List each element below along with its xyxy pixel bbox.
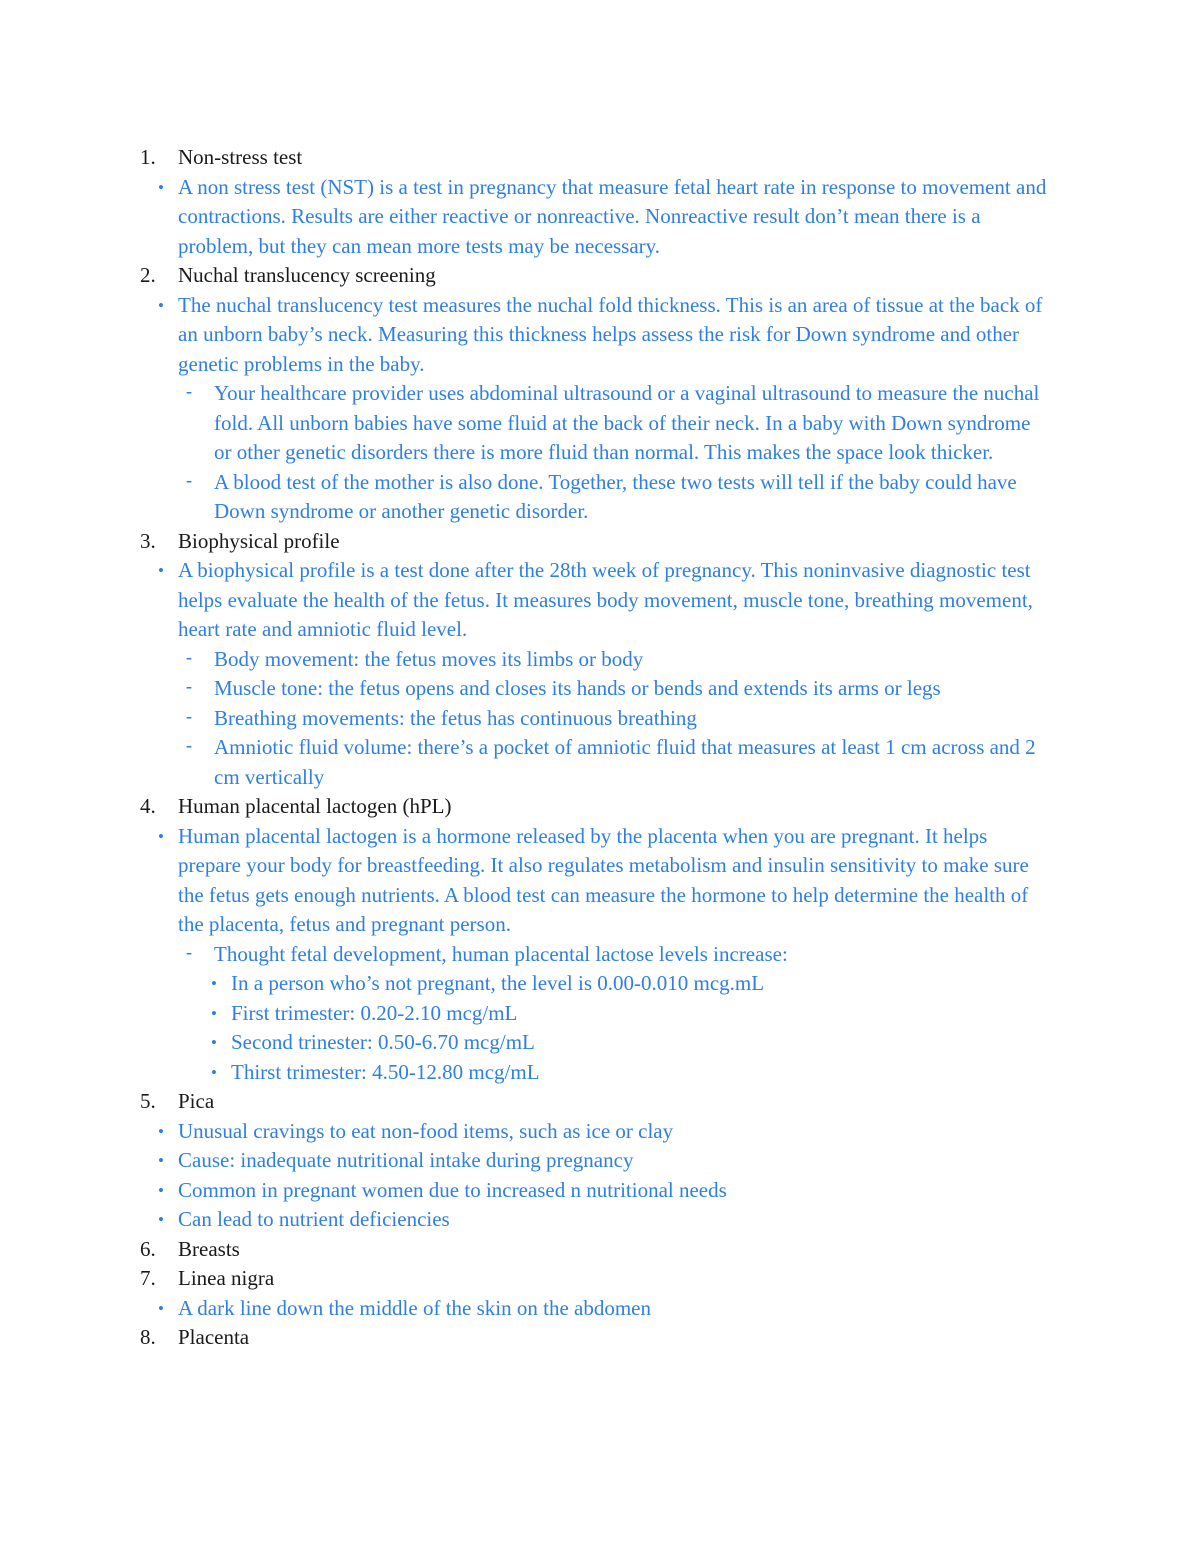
dash-item: [0, 645, 1044, 675]
bullet-dot-icon: •: [211, 1033, 217, 1052]
bullet-dot-icon: •: [158, 561, 164, 580]
bullet-dot-icon: •: [211, 1003, 217, 1023]
bullet-item: [0, 291, 1048, 380]
bullet-dot-icon: •: [158, 1298, 164, 1318]
document-page: [0, 143, 1200, 1353]
dash-icon: -: [186, 705, 192, 726]
section-number: 1.: [140, 145, 156, 169]
section-title: Placenta: [178, 1325, 250, 1349]
bullet-item: [0, 1294, 1048, 1324]
bullet-text: Cause: inadequate nutritional intake during pregnancy: [178, 1148, 634, 1172]
section-number: 5.: [140, 1089, 156, 1113]
section-heading: [0, 1235, 1200, 1265]
dash-text: Amniotic fluid volume: there’s a pocket of amniotic fluid that measures at least 1 cm across and 2 cm vertically: [214, 735, 1036, 789]
bullet-dot-icon: •: [158, 1180, 164, 1200]
bullet-dot-icon: •: [158, 1151, 164, 1170]
dash-text: Your healthcare provider uses abdominal ultrasound or a vaginal ultrasound to measure the nuchal fold. All unborn babies have some fluid at the back of their neck. In a baby with Down syndrome or other genetic disorders there is more fluid than normal. This makes the space look thicker.: [214, 381, 1040, 464]
section-title: Pica: [178, 1089, 215, 1113]
dash-text: A blood test of the mother is also done. Together, these two tests will tell if the baby could have Down syndrome or another genetic disorder.: [214, 469, 1017, 523]
section-heading: [0, 143, 1200, 173]
sub-bullet-text: In a person who’s not pregnant, the level is 0.00-0.010 mcg.mL: [231, 971, 765, 995]
bullet-dot-icon: •: [158, 826, 164, 846]
bullet-item: [0, 1117, 1048, 1147]
bullet-item: [0, 173, 1048, 262]
bullet-dot-icon: •: [158, 1121, 164, 1141]
section-number: 3.: [140, 528, 156, 553]
section-title: Human placental lactogen (hPL): [178, 794, 452, 818]
dash-text: Muscle tone: the fetus opens and closes its hands or bends and extends its arms or legs: [214, 676, 941, 700]
section-title: Biophysical profile: [178, 528, 340, 553]
dash-text: Thought fetal development, human placental lactose levels increase:: [214, 941, 788, 966]
bullet-item: [0, 1205, 1048, 1235]
section-number: 8.: [140, 1325, 156, 1349]
sub-bullet-text: First trimester: 0.20-2.10 mcg/mL: [231, 1000, 518, 1025]
section-number: 2.: [140, 263, 156, 287]
dash-text: Breathing movements: the fetus has continuous breathing: [214, 705, 697, 730]
dash-item: [0, 940, 1044, 970]
dash-text: Body movement: the fetus moves its limbs or body: [214, 646, 644, 671]
dash-item: [0, 704, 1044, 734]
bullet-text: Human placental lactogen is a hormone released by the placenta when you are pregnant. It helps prepare your body for breastfeeding. It also regulates metabolism and insulin sensitivity to make sure the fetus gets enough nutrients. A blood test can measure the hormone to help determine the health of the placenta, fetus and pregnant person.: [178, 823, 1029, 936]
section-heading: [0, 527, 1200, 557]
bullet-text: Common in pregnant women due to increased n nutritional needs: [178, 1177, 727, 1202]
section-heading: [0, 261, 1200, 291]
bullet-item: [0, 1146, 1048, 1176]
bullet-text: A biophysical profile is a test done after the 28th week of pregnancy. This noninvasive diagnostic test helps evaluate the health of the fetus. It measures body movement, muscle tone, breathing movement, heart rate and amniotic fluid level.: [178, 558, 1033, 641]
section-title: Non-stress test: [178, 145, 303, 169]
sub-bullet-item: [0, 969, 1031, 999]
section-title: Breasts: [178, 1236, 240, 1261]
bullet-dot-icon: •: [211, 974, 217, 993]
bullet-dot-icon: •: [158, 1210, 164, 1229]
section-heading: [0, 1264, 1200, 1294]
section-title: Nuchal translucency screening: [178, 263, 436, 287]
bullet-item: [0, 556, 1048, 645]
bullet-text: The nuchal translucency test measures the nuchal fold thickness. This is an area of tissue at the back of an unborn baby’s neck. Measuring this thickness helps assess the risk for Down syndrome and other genetic problems in the baby.: [178, 292, 1043, 376]
dash-item: [0, 733, 1044, 792]
section-heading: [0, 1087, 1200, 1117]
dash-icon: -: [186, 941, 192, 962]
dash-item: [0, 674, 1044, 704]
sub-bullet-item: [0, 999, 1031, 1029]
section-heading: [0, 792, 1200, 822]
section-number: 7.: [140, 1266, 156, 1290]
section-title: Linea nigra: [178, 1266, 275, 1290]
sub-bullet-text: Second trinester: 0.50-6.70 mcg/mL: [231, 1030, 535, 1054]
dash-icon: -: [186, 646, 192, 667]
bullet-dot-icon: •: [211, 1062, 217, 1082]
dash-item: [0, 379, 1044, 468]
sub-bullet-item: [0, 1028, 1031, 1058]
bullet-text: A dark line down the middle of the skin on the abdomen: [178, 1295, 651, 1320]
bullet-dot-icon: •: [158, 177, 164, 197]
bullet-text: Can lead to nutrient deficiencies: [178, 1207, 450, 1231]
dash-icon: -: [186, 381, 192, 401]
section-number: 6.: [140, 1236, 156, 1261]
dash-icon: -: [186, 469, 192, 490]
bullet-text: A non stress test (NST) is a test in pregnancy that measure fetal heart rate in response to movement and contractions. Results are either reactive or nonreactive. Nonreactive result don’t mean there is a problem, but they can mean more tests may be necessary.: [178, 174, 1047, 258]
bullet-item: [0, 1176, 1048, 1206]
bullet-dot-icon: •: [158, 295, 164, 315]
sub-bullet-text: Thirst trimester: 4.50-12.80 mcg/mL: [231, 1059, 540, 1084]
bullet-text: Unusual cravings to eat non-food items, such as ice or clay: [178, 1118, 674, 1143]
dash-item: [0, 468, 1044, 527]
section-number: 4.: [140, 794, 156, 818]
dash-icon: -: [186, 676, 192, 696]
section-heading: [0, 1323, 1200, 1353]
bullet-item: [0, 822, 1048, 940]
dash-icon: -: [186, 735, 192, 755]
sub-bullet-item: [0, 1058, 1031, 1088]
